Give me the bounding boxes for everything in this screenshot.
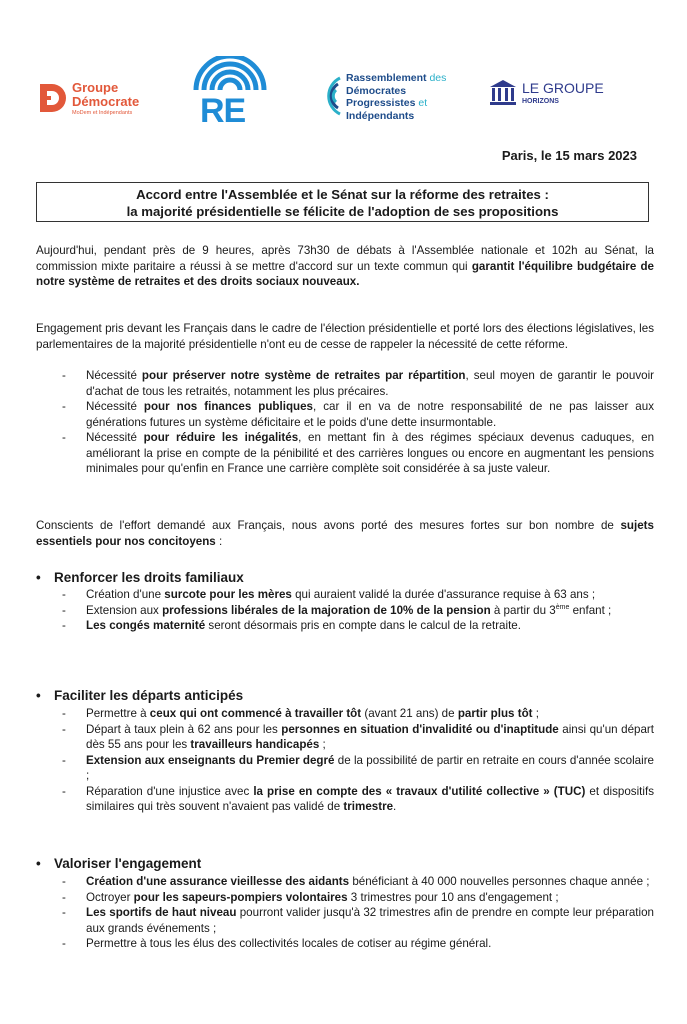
horizons-name: LE GROUPE bbox=[522, 80, 604, 96]
section-heading: • Valoriser l'engagement bbox=[36, 856, 202, 871]
list-item: - Extension aux professions libérales de la majoration de 10% de la pension à partir du 3ème enfant ; bbox=[62, 603, 654, 619]
list-item: - Réparation d'une injustice avec la prise en compte des « travaux d'utilité collective » (TUC) et dispositifs similaires qui très souvent n'avaient pas validé de trimestre. bbox=[62, 784, 654, 815]
list-item: - Départ à taux plein à 62 ans pour les personnes en situation d'invalidité ou d'inaptitude ainsi qu'un départ dès 55 ans pour les travailleurs handicapés ; bbox=[62, 722, 654, 753]
list-item: - Permettre à tous les élus des collectivités locales de cotiser au régime général. bbox=[62, 936, 654, 952]
democrate-d-icon bbox=[38, 82, 68, 114]
democrate-line1: Groupe bbox=[72, 80, 119, 95]
intro-paragraph: Aujourd'hui, pendant près de 9 heures, après 73h30 de débats à l'Assemblée nationale et 102h au Sénat, la commission mixte paritaire a réussi à se mettre d'accord sur un texte commun qui garantit l'équilibre budgétaire de notre système de retraites et des droits sociaux nouveaux. bbox=[36, 244, 654, 288]
section-heading: • Renforcer les droits familiaux bbox=[36, 570, 244, 585]
list-item: - Nécessité pour réduire les inégalités, en mettant fin à des régimes spéciaux devenus caduques, en améliorant la prise en compte de la pénibilité et des carrières longues ou encore en augmentant les pensions minimales pour qu'enfin en France une carrière complète soit considérée à sa juste valeur. bbox=[62, 430, 654, 477]
section-list bbox=[62, 706, 654, 815]
horizons-logo bbox=[488, 74, 618, 114]
list-item: - Les sportifs de haut niveau pourront valider jusqu'à 32 trimestres afin de prendre en compte leur préparation aux grands événements ; bbox=[62, 905, 654, 936]
bullet-dot-icon: • bbox=[36, 856, 41, 871]
list-item: - Création d'une surcote pour les mères qui auraient validé la durée d'assurance requise à 63 ans ; bbox=[62, 587, 654, 603]
date-line: Paris, le 15 mars 2023 bbox=[501, 148, 637, 163]
rdpi-logo bbox=[308, 68, 458, 128]
list-item: - Création d'une assurance vieillesse des aidants bénéficiant à 40 000 nouvelles personnes chaque année ; bbox=[62, 874, 654, 890]
list-item: - Permettre à ceux qui ont commencé à travailler tôt (avant 21 ans) de partir plus tôt ; bbox=[62, 706, 654, 722]
engagement-list bbox=[62, 368, 654, 477]
list-item: - Extension aux enseignants du Premier degré de la possibilité de partir en retraite en cours d'année scolaire ; bbox=[62, 753, 654, 784]
re-arcs-icon bbox=[190, 56, 270, 96]
rdpi-arcs-icon bbox=[308, 72, 344, 120]
title-line1: Accord entre l'Assemblée et le Sénat sur la réforme des retraites : bbox=[136, 187, 549, 202]
section-list bbox=[62, 587, 654, 634]
title-line2: la majorité présidentielle se félicite de l'adoption de ses propositions bbox=[126, 204, 559, 219]
re-text: RE bbox=[200, 92, 246, 130]
logo-bar bbox=[0, 56, 687, 136]
list-item: - Les congés maternité seront désormais pris en compte dans le calcul de la retraite. bbox=[62, 618, 654, 634]
bullet-dot-icon: • bbox=[36, 570, 41, 585]
building-icon bbox=[488, 78, 518, 106]
engagement-paragraph: Engagement pris devant les Français dans le cadre de l'élection présidentielle et porté lors des élections législatives, les parlementaires de la majorité présidentielle n'ont eu de cesse de rappeler la nécessité de cette réforme. bbox=[36, 322, 654, 351]
democrate-line2: Démocrate bbox=[72, 94, 140, 109]
bullet-dot-icon: • bbox=[36, 688, 41, 703]
section-heading: • Faciliter les départs anticipés bbox=[36, 688, 244, 703]
section-list bbox=[62, 874, 654, 952]
list-item: - Nécessité pour nos finances publiques, car il en va de notre responsabilité de ne pas laisser aux générations futures un système déficitaire et le poids d'une dette insurmontable. bbox=[62, 399, 654, 430]
groupe-democrate-logo bbox=[38, 80, 168, 120]
list-item: - Nécessité pour préserver notre système de retraites par répartition, seul moyen de garantir le pouvoir d'achat de tous les retraités, notamment les plus précaires. bbox=[62, 368, 654, 399]
horizons-sub: HORIZONS bbox=[522, 98, 559, 105]
list-item: - Octroyer pour les sapeurs-pompiers volontaires 3 trimestres pour 10 ans d'engagement ; bbox=[62, 890, 654, 906]
democrate-sub: MoDem et Indépendants bbox=[72, 110, 133, 116]
title-box bbox=[36, 182, 649, 222]
rdpi-text: Rassemblement des Démocrates Progressistes et Indépendants bbox=[346, 72, 447, 122]
re-logo bbox=[190, 56, 270, 134]
conscients-paragraph: Conscients de l'effort demandé aux Français, nous avons porté des mesures fortes sur bon nombre de sujets essentiels pour nos concitoyens : bbox=[36, 519, 654, 548]
